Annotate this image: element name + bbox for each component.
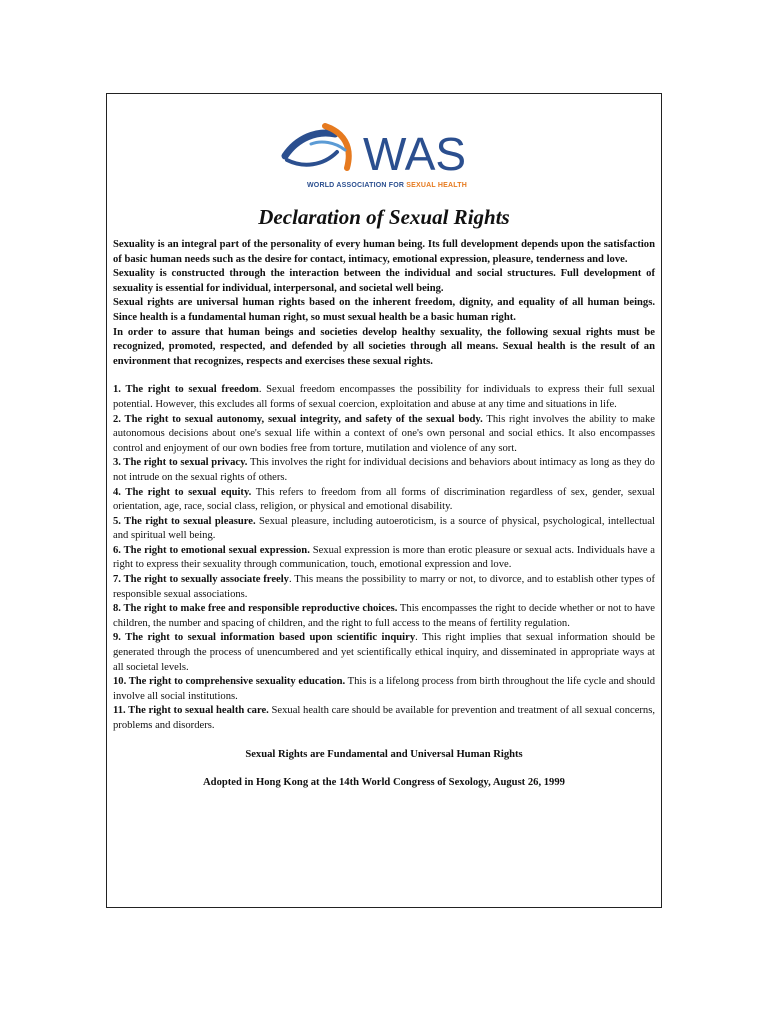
- right-item: [113, 544, 655, 573]
- right-item: [113, 515, 655, 544]
- right-heading: 3. The right to sexual privacy.: [113, 457, 248, 469]
- right-item: [113, 675, 655, 704]
- right-heading: 7. The right to sexually associate freely: [113, 574, 289, 586]
- logo-subtitle-part1: WORLD ASSOCIATION FOR: [307, 182, 407, 189]
- intro-section: [113, 238, 655, 369]
- right-heading: 6. The right to emotional sexual expression.: [113, 544, 310, 556]
- right-heading: 2. The right to sexual autonomy, sexual integrity, and safety of the sexual body.: [113, 413, 483, 425]
- right-text: . This means the possibility to marry or not, to divorce, and to establish other types of responsible sexual associations.: [113, 574, 655, 600]
- right-text: This encompasses the right to decide whether or not to have children, the number and spacing of children, and the right to full access to the means of fertility regulation.: [113, 603, 655, 629]
- intro-paragraph: Sexual rights are universal human rights based on the inherent freedom, dignity, and equality of all human beings. Since health is a fundamental human right, so must sexual health be a basic human right.: [113, 297, 655, 323]
- right-heading: 9. The right to sexual information based upon scientific inquiry: [113, 632, 416, 644]
- right-text: . This right implies that sexual information should be generated through the process of unencumbered and yet scientifically ethical inquiry, and disseminated in appropriate ways at all societal levels.: [113, 632, 655, 673]
- footer-statement: Sexual Rights are Fundamental and Universal Human Rights: [245, 748, 523, 760]
- document-title: Declaration of Sexual Rights: [258, 205, 510, 229]
- right-heading: 1. The right to sexual freedom: [113, 384, 259, 396]
- right-text: This involves the right for individual decisions and behaviors about intimacy as long as they do not intrude on the sexual rights of others.: [113, 457, 655, 483]
- right-text: Sexual health care should be available for prevention and treatment of all sexual concerns, problems and disorders.: [113, 705, 655, 731]
- right-heading: 5. The right to sexual pleasure.: [113, 515, 256, 527]
- right-heading: 8. The right to make free and responsible reproductive choices.: [113, 603, 398, 615]
- right-text: This is a lifelong process from birth throughout the life cycle and should involve all social institutions.: [113, 676, 655, 702]
- was-logo: [277, 116, 493, 194]
- rights-list: [113, 383, 655, 733]
- right-item: [113, 631, 655, 675]
- right-text: Sexual expression is more than erotic pleasure or sexual acts. Individuals have a right to express their sexuality through communication, touch, emotional expression and love.: [113, 544, 655, 571]
- logo-subtitle-part2: SEXUAL HEALTH: [406, 182, 467, 189]
- footer-adoption-note: Adopted in Hong Kong at the 14th World Congress of Sexology, August 26, 1999: [203, 777, 565, 789]
- right-heading: 10. The right to comprehensive sexuality education.: [113, 676, 346, 688]
- document-page: [106, 93, 662, 908]
- right-text: This right involves the ability to make autonomous decisions about one's sexual life within a context of one's own personal and social ethics. It also encompasses control and enjoyment of our own bodies free from torture, mutilation and violence of any sort.: [113, 413, 656, 454]
- logo-subtitle: [307, 182, 507, 189]
- intro-paragraph: Sexuality is constructed through the interaction between the individual and social structures. Full development of sexuality is essential for individual, interpersonal, and societal well being.: [113, 268, 655, 294]
- intro-paragraph: Sexuality is an integral part of the personality of every human being. Its full development depends upon the satisfaction of basic human needs such as the desire for contact, intimacy, emotional expression, pleasure, tenderness and love.: [113, 239, 655, 265]
- right-text: Sexual pleasure, including autoeroticism, is a source of physical, psychological, intellectual and spiritual well being.: [113, 515, 655, 542]
- document-body: [113, 238, 655, 791]
- right-item: [113, 456, 655, 485]
- right-item: [113, 602, 655, 631]
- intro-paragraph: In order to assure that human beings and societies develop healthy sexuality, the following sexual rights must be recognized, promoted, respected, and defended by all societies through all means. Sexual health is the result of an environment that recognizes, respects and exercises these sexual rights.: [113, 326, 655, 367]
- right-heading: 4. The right to sexual equity.: [113, 486, 252, 498]
- logo-acronym: WAS: [363, 128, 467, 180]
- right-item: [113, 486, 655, 515]
- right-text: This refers to freedom from all forms of discrimination regardless of sex, gender, sexual orientation, age, race, social class, religion, or physical and emotional disability.: [113, 486, 655, 513]
- right-item: [113, 573, 655, 602]
- right-text: . Sexual freedom encompasses the possibility for individuals to express their full sexual potential. However, this excludes all forms of sexual coercion, exploitation and abuse at any time and situations in life.: [113, 384, 655, 410]
- was-logo-graphic: [277, 116, 493, 182]
- right-heading: 11. The right to sexual health care.: [113, 705, 269, 717]
- right-item: [113, 383, 655, 412]
- right-item: [113, 704, 655, 733]
- right-item: [113, 413, 655, 457]
